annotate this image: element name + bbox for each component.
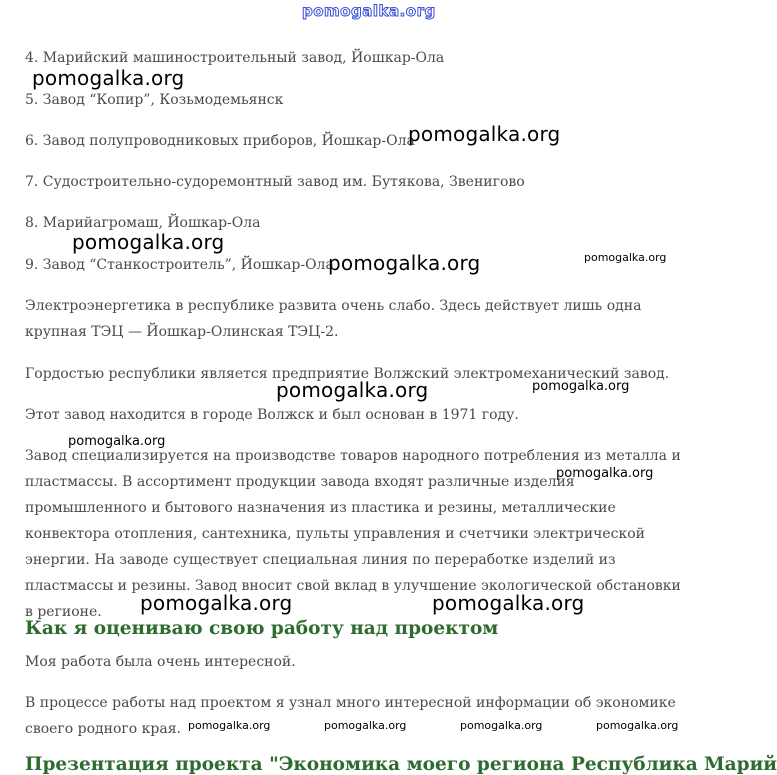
watermark: pomogalka.org <box>432 591 585 615</box>
watermark: pomogalka.org <box>584 251 667 264</box>
list-item: 8. Марийагромаш, Йошкар-Ола <box>25 215 261 231</box>
watermark: pomogalka.org <box>324 719 407 732</box>
list-item: 5. Завод “Копир”, Козьмодемьянск <box>25 92 284 108</box>
watermark: pomogalka.org <box>460 719 543 732</box>
watermark-top: pomogalka.org <box>302 2 436 20</box>
watermark: pomogalka.org <box>596 719 679 732</box>
section-heading: Как я оцениваю свою работу над проектом <box>25 618 499 639</box>
watermark: pomogalka.org <box>556 466 654 481</box>
paragraph-work: Моя работа была очень интересной. <box>25 654 296 670</box>
paragraph-energy: Электроэнергетика в республике развита очень слабо. Здесь действует лишь одна крупная ТЭЦ — Йошкар-Олинская ТЭЦ-2. <box>25 298 642 340</box>
watermark: pomogalka.org <box>532 379 630 394</box>
list-item: 9. Завод “Станкостроитель”, Йошкар-Ола <box>25 257 334 273</box>
watermark: pomogalka.org <box>32 66 185 90</box>
list-item: 6. Завод полупроводниковых приборов, Йошкар-Ола <box>25 133 415 149</box>
paragraph-learned: В процессе работы над проектом я узнал много интересной информации об экономике своего родного края. <box>25 695 676 737</box>
watermark: pomogalka.org <box>72 230 225 254</box>
next-heading-cut: Презентация проекта "Экономика моего региона Республика Марий <box>25 754 777 775</box>
watermark: pomogalka.org <box>408 122 561 146</box>
list-item: 4. Марийский машиностроительный завод, Йошкар-Ола <box>25 50 445 66</box>
paragraph-specialization: Завод специализируется на производстве товаров народного потребления из металла и пластмассы. В ассортимент продукции завода входят различные изделия промышленного и бытового назначения из пластика и резины, металлические конвектора отопления, сантехника, пульты управления и счетчики электрической энергии. На заводе существует специальная линия по переработке изделий из пластмассы и резины. Завод вносит свой вклад в улучшение экологической обстановки в регионе. <box>25 448 681 620</box>
watermark: pomogalka.org <box>140 591 293 615</box>
watermark: pomogalka.org <box>276 378 429 402</box>
paragraph-pride: Гордостью республики является предприятие Волжский электромеханический завод. <box>25 366 670 382</box>
list-item: 7. Судостроительно-судоремонтный завод им. Бутякова, Звенигово <box>25 174 525 190</box>
watermark: pomogalka.org <box>188 719 271 732</box>
watermark: pomogalka.org <box>68 434 166 449</box>
watermark: pomogalka.org <box>328 251 481 275</box>
paragraph-located: Этот завод находится в городе Волжск и был основан в 1971 году. <box>25 407 519 423</box>
